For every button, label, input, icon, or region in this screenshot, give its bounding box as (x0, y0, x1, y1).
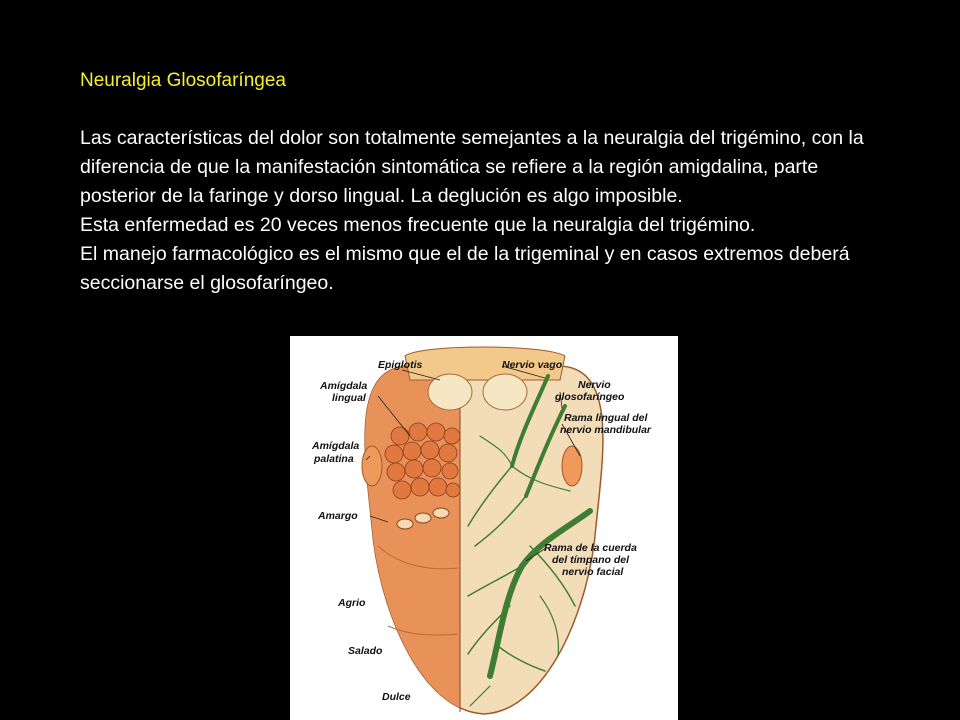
tongue-diagram-svg (290, 336, 678, 720)
label-cuerda-1: Rama de la cuerda (544, 542, 637, 554)
label-dulce: Dulce (382, 691, 411, 703)
tongue-illustration (290, 336, 678, 720)
label-cuerda-2: del tímpano del (552, 554, 630, 566)
label-amargo: Amargo (318, 510, 358, 522)
paragraph-treatment: El manejo farmacológico es el mismo que el de la trigeminal y en casos extremos deberá seccionarse el glosofaríngeo. (80, 243, 850, 294)
slide-body (80, 124, 870, 298)
label-epiglotis: Epiglotis (378, 359, 423, 371)
label-amigdala-palatina-2: palatina (314, 453, 354, 465)
label-cuerda-3: nervio facial (562, 566, 624, 578)
label-rama-lingual-2: nervio mandibular (560, 424, 652, 436)
label-amigdala-lingual-2: lingual (332, 392, 366, 404)
paragraph-frequency: Esta enfermedad es 20 veces menos frecuente que la neuralgia del trigémino. (80, 214, 756, 236)
label-rama-lingual-1: Rama lingual del (564, 412, 648, 424)
label-salado: Salado (348, 645, 383, 657)
slide-title: Neuralgia Glosofaríngea (80, 70, 286, 91)
label-nervio-vago: Nervio vago (502, 359, 563, 371)
tonsil-left (362, 446, 382, 486)
label-amigdala-lingual-1: Amígdala (320, 380, 368, 392)
label-amigdala-palatina-1: Amígdala (312, 440, 360, 452)
paragraph-description: Las características del dolor son totalmente semejantes a la neuralgia del trigémino, con la diferencia de que la manifestación sintomática se refiere a la región amigdalina, parte posterior de la faringe y dorso lingual. La deglución es algo imposible. (80, 127, 864, 207)
label-agrio: Agrio (338, 597, 366, 609)
label-glosofaringeo-1: Nervio (578, 379, 611, 391)
tonsil-right (562, 446, 582, 486)
label-glosofaringeo-2: glosofaríngeo (555, 391, 625, 403)
